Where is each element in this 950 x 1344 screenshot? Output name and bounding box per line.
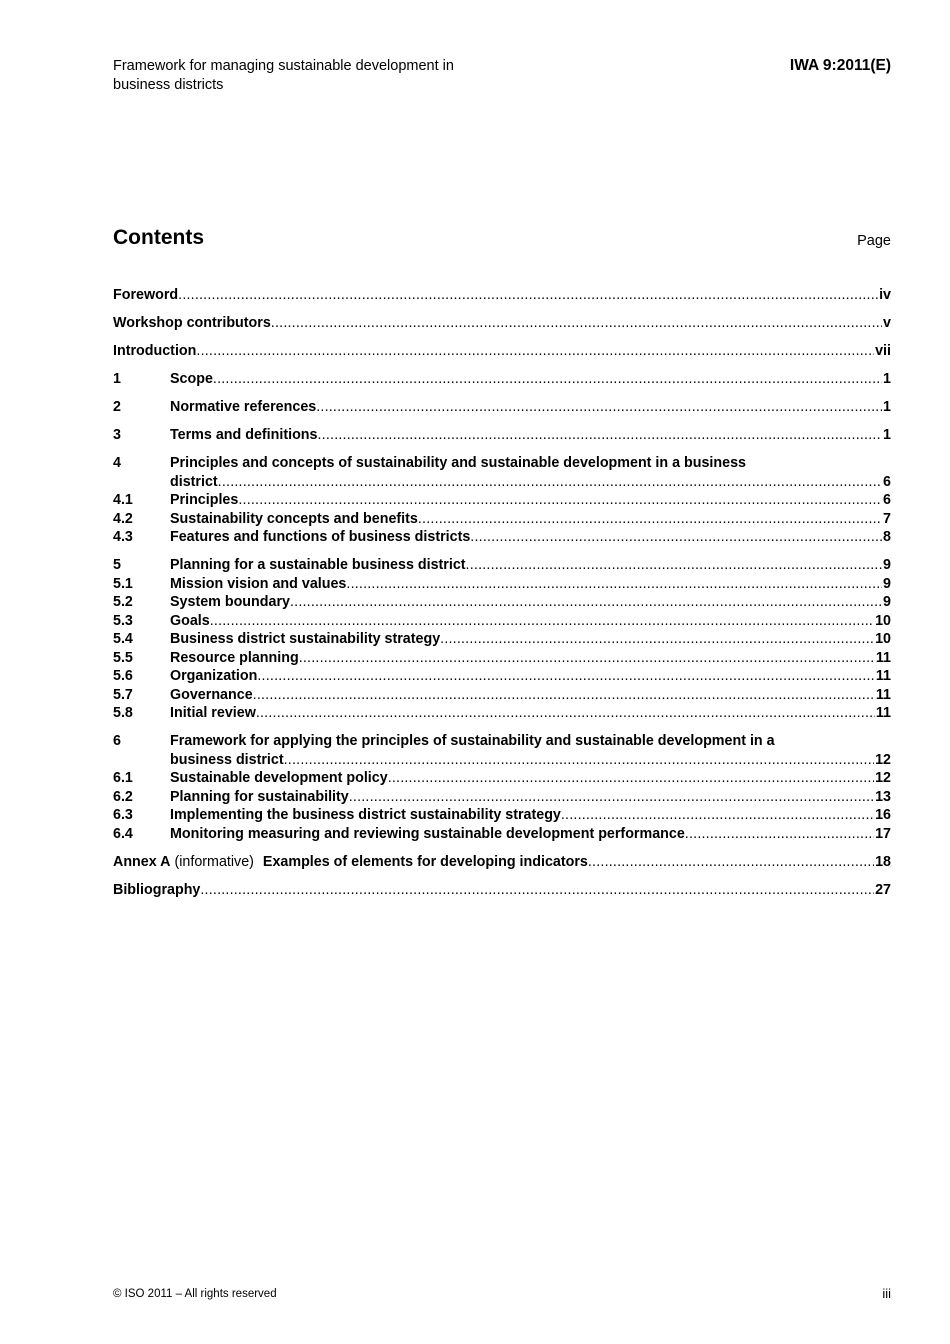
- toc-entry-page: v: [883, 315, 891, 331]
- toc-entry-4-3[interactable]: [113, 528, 891, 547]
- document-title-header: [113, 57, 533, 95]
- toc-entry-number: 4.3: [113, 529, 133, 545]
- toc-entry-title: Bibliography: [113, 881, 201, 898]
- toc-entry-number: 5.1: [113, 575, 133, 592]
- leader-dots: [588, 853, 874, 872]
- toc-entry-title: Sustainable development policy: [170, 770, 388, 786]
- toc-entry-title: System boundary: [170, 594, 290, 610]
- toc-entry-workshop-contributors[interactable]: [113, 314, 891, 333]
- toc-entry-page: 12: [875, 751, 891, 768]
- header-title-line2: business districts: [113, 77, 224, 93]
- toc-entry-page: iv: [879, 287, 891, 303]
- toc-entry-4-2[interactable]: [113, 510, 891, 529]
- toc-entry-number: 6: [113, 733, 121, 749]
- leader-dots: [470, 528, 882, 547]
- toc-entry-number: 4.1: [113, 492, 133, 508]
- toc-entry-number: 6.4: [113, 825, 133, 842]
- toc-entry-title: Principles: [170, 492, 239, 508]
- toc-entry-title-continued: district: [170, 473, 218, 490]
- leader-dots: [388, 769, 874, 788]
- toc-entry-title: Governance: [170, 686, 253, 703]
- toc-entry-page: 11: [875, 686, 891, 703]
- toc-entry-title: Terms and definitions: [170, 427, 318, 443]
- toc-entry-title: Foreword: [113, 287, 179, 303]
- toc-entry-1[interactable]: [113, 370, 891, 389]
- toc-entry-5-5[interactable]: [113, 649, 891, 668]
- leader-dots: [440, 630, 874, 649]
- toc-entry-page: vii: [875, 343, 891, 359]
- toc-entry-title-continued: business district: [170, 751, 284, 768]
- leader-dots: [253, 686, 875, 705]
- toc-entry-number: 3: [113, 427, 121, 443]
- toc-entry-page: 6: [883, 473, 891, 490]
- leader-dots: [290, 593, 882, 612]
- annex-informative-note: (informative): [174, 853, 254, 870]
- toc-entry-number: 1: [113, 371, 121, 387]
- toc-entry-page: 10: [875, 631, 891, 647]
- toc-entry-page: 7: [883, 510, 891, 527]
- toc-entry-5-8[interactable]: [113, 704, 891, 723]
- toc-entry-title: Mission vision and values: [170, 575, 347, 592]
- page-column-label: Page: [857, 233, 891, 249]
- leader-dots: [316, 398, 882, 417]
- leader-dots: [271, 314, 882, 333]
- leader-dots: [418, 510, 882, 529]
- toc-entry-5-2[interactable]: [113, 593, 891, 612]
- leader-dots: [318, 426, 883, 445]
- toc-entry-number: 5: [113, 557, 121, 573]
- leader-dots: [561, 806, 874, 825]
- toc-entry-5-3[interactable]: [113, 612, 891, 631]
- leader-dots: [210, 612, 874, 631]
- leader-dots: [200, 881, 874, 900]
- toc-entry-title: Initial review: [170, 705, 256, 721]
- toc-entry-number: 6.1: [113, 770, 133, 786]
- contents-heading: Contents: [113, 226, 204, 249]
- toc-entry-title: Introduction: [113, 343, 197, 359]
- toc-entry-5-1[interactable]: [113, 575, 891, 594]
- toc-entry-3[interactable]: [113, 426, 891, 445]
- leader-dots: [349, 788, 874, 807]
- toc-entry-title: Business district sustainability strategy: [170, 631, 441, 647]
- leader-dots: [346, 575, 882, 594]
- toc-entry-5-7[interactable]: [113, 686, 891, 705]
- copyright-notice: © ISO 2011 – All rights reserved: [113, 1288, 277, 1300]
- toc-entry-title: Implementing the business district sustainability strategy: [170, 807, 561, 823]
- leader-dots: [685, 825, 874, 844]
- toc-entry-page: 11: [875, 668, 891, 684]
- toc-entry-bibliography[interactable]: [113, 881, 891, 900]
- toc-entry-page: 9: [883, 557, 891, 573]
- toc-entry-introduction[interactable]: [113, 342, 891, 361]
- toc-entry-page: 1: [883, 427, 891, 443]
- toc-entry-number: 5.2: [113, 594, 133, 610]
- toc-entry-page: 16: [875, 807, 891, 823]
- toc-entry-2[interactable]: [113, 398, 891, 417]
- toc-entry-title: Sustainability concepts and benefits: [170, 510, 418, 527]
- toc-entry-title: Scope: [170, 371, 213, 387]
- leader-dots: [196, 342, 874, 361]
- leader-dots: [284, 751, 874, 770]
- toc-entry-title: Principles and concepts of sustainability and sustainable development in a business: [170, 455, 746, 471]
- toc-entry-page: 11: [875, 649, 891, 666]
- leader-dots: [256, 704, 875, 723]
- toc-entry-page: 11: [875, 705, 891, 721]
- toc-entry-number: 5.4: [113, 631, 133, 647]
- toc-entry-4-1[interactable]: [113, 491, 891, 510]
- toc-entry-title: Examples of elements for developing indicators: [262, 853, 588, 870]
- toc-entry-page: 1: [883, 399, 891, 415]
- toc-entry-title: Framework for applying the principles of sustainability and sustainable development in a: [170, 733, 775, 749]
- toc-entry-page: 8: [883, 529, 891, 545]
- toc-entry-5[interactable]: [113, 556, 891, 575]
- toc-entry-page: 12: [875, 770, 891, 786]
- toc-entry-title: Monitoring measuring and reviewing sustainable development performance: [170, 825, 685, 842]
- toc-entry-number: 5.7: [113, 686, 133, 703]
- leader-dots: [299, 649, 875, 668]
- toc-entry-page: 9: [883, 594, 891, 610]
- toc-entry-page: 17: [875, 825, 891, 842]
- toc-entry-number: 4.2: [113, 510, 133, 527]
- toc-entry-number: 5.6: [113, 668, 133, 684]
- leader-dots: [466, 556, 883, 575]
- toc-entry-title: Features and functions of business districts: [170, 529, 471, 545]
- toc-entry-4[interactable]: [113, 454, 891, 473]
- table-of-contents: [113, 286, 891, 899]
- header-title-line1: Framework for managing sustainable development in: [113, 58, 454, 74]
- toc-entry-5-6[interactable]: [113, 667, 891, 686]
- toc-entry-title: Resource planning: [170, 649, 299, 666]
- toc-entry-number: 5.3: [113, 612, 133, 629]
- toc-entry-6-1[interactable]: [113, 769, 891, 788]
- toc-entry-title: Workshop contributors: [113, 315, 271, 331]
- toc-entry-title: Goals: [170, 612, 210, 629]
- toc-entry-title: Normative references: [170, 399, 317, 415]
- toc-entry-page: 27: [875, 881, 891, 898]
- toc-entry-6-3[interactable]: [113, 806, 891, 825]
- toc-entry-page: 9: [883, 575, 891, 592]
- toc-entry-6-2[interactable]: [113, 788, 891, 807]
- toc-entry-number: 4: [113, 455, 121, 471]
- toc-entry-number: 5.8: [113, 705, 133, 721]
- standard-designation: IWA 9:2011(E): [789, 57, 891, 74]
- leader-dots: [218, 473, 882, 492]
- toc-entry-page: 13: [875, 788, 891, 805]
- toc-entry-number: 6.2: [113, 788, 133, 805]
- page-number: iii: [882, 1286, 891, 1301]
- toc-entry-number: 5.5: [113, 649, 133, 666]
- toc-entry-title: Planning for a sustainable business district: [170, 557, 466, 573]
- toc-entry-6[interactable]: [113, 732, 891, 751]
- leader-dots: [238, 491, 882, 510]
- leader-dots: [257, 667, 875, 686]
- toc-entry-4-continuation[interactable]: [113, 473, 891, 492]
- toc-entry-page: 6: [883, 492, 891, 508]
- annex-label: Annex A: [113, 853, 171, 870]
- toc-entry-foreword[interactable]: [113, 286, 891, 305]
- toc-entry-page: 18: [875, 853, 891, 870]
- leader-dots: [178, 286, 878, 305]
- toc-entry-page: 1: [883, 371, 891, 387]
- toc-entry-page: 10: [875, 612, 891, 629]
- toc-entry-6-continuation[interactable]: [113, 751, 891, 770]
- toc-entry-number: 6.3: [113, 807, 133, 823]
- toc-entry-5-4[interactable]: [113, 630, 891, 649]
- toc-entry-title: Planning for sustainability: [170, 788, 349, 805]
- toc-entry-annex-a[interactable]: [113, 853, 891, 872]
- toc-entry-number: 2: [113, 399, 121, 415]
- leader-dots: [213, 370, 882, 389]
- toc-entry-title: Organization: [170, 668, 258, 684]
- toc-entry-6-4[interactable]: [113, 825, 891, 844]
